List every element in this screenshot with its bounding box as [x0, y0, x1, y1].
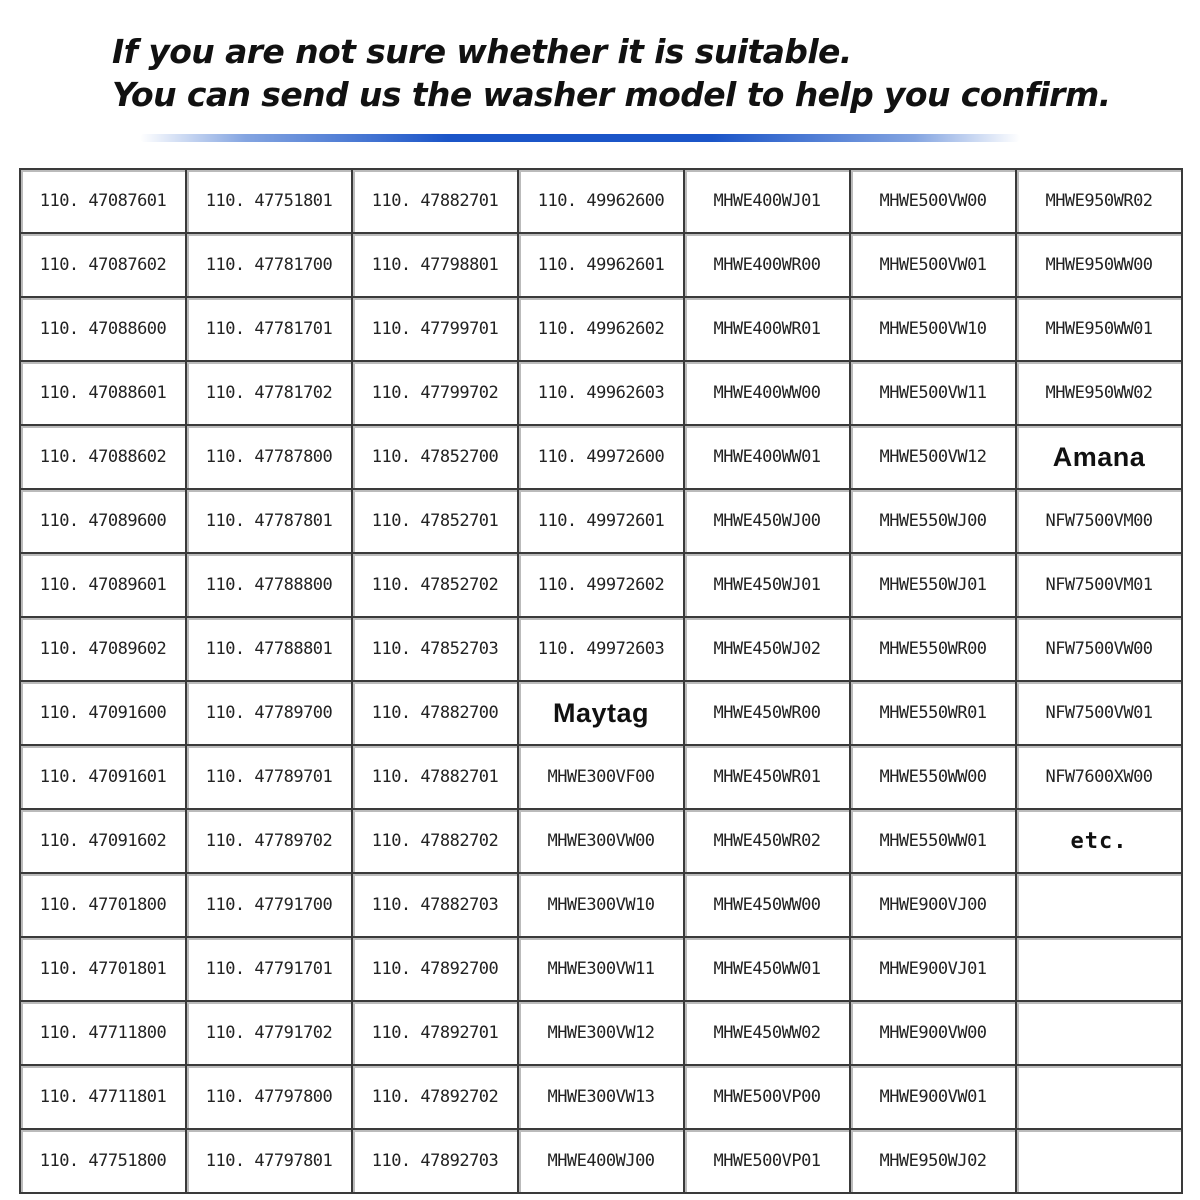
- header-line-1: If you are not sure whether it is suitable.: [112, 32, 852, 71]
- model-number-cell: MHWE400WR01: [684, 297, 850, 361]
- model-number-cell: 110. 47089602: [20, 617, 186, 681]
- model-number-cell: MHWE450WJ01: [684, 553, 850, 617]
- model-table-container: [19, 168, 1183, 1171]
- model-number-cell: MHWE400WJ00: [518, 1129, 684, 1193]
- model-number-cell: MHWE450WJ00: [684, 489, 850, 553]
- table-row: [20, 937, 1182, 1001]
- model-number-cell: MHWE300VW11: [518, 937, 684, 1001]
- table-row: [20, 1065, 1182, 1129]
- model-number-cell: MHWE550WW01: [850, 809, 1016, 873]
- model-number-cell: MHWE500VW12: [850, 425, 1016, 489]
- model-number-cell: 110. 47791701: [186, 937, 352, 1001]
- brand-label-maytag: Maytag: [518, 681, 684, 745]
- model-number-cell: MHWE500VW00: [850, 169, 1016, 233]
- model-number-cell: MHWE950WJ02: [850, 1129, 1016, 1193]
- table-row: [20, 169, 1182, 233]
- model-number-cell: NFW7500VW00: [1016, 617, 1182, 681]
- model-number-cell: 110. 47788801: [186, 617, 352, 681]
- model-number-cell: MHWE300VW10: [518, 873, 684, 937]
- model-number-cell: 110. 47751801: [186, 169, 352, 233]
- model-number-cell: MHWE500VW11: [850, 361, 1016, 425]
- model-number-cell: MHWE450WW02: [684, 1001, 850, 1065]
- table-row: [20, 617, 1182, 681]
- model-number-cell: MHWE500VW01: [850, 233, 1016, 297]
- model-number-cell: MHWE300VW00: [518, 809, 684, 873]
- model-number-cell: 110. 47852701: [352, 489, 518, 553]
- model-number-cell: 110. 47799701: [352, 297, 518, 361]
- model-number-cell: MHWE950WW02: [1016, 361, 1182, 425]
- model-number-cell: MHWE900VW00: [850, 1001, 1016, 1065]
- model-number-cell: 110. 47797800: [186, 1065, 352, 1129]
- model-number-cell: 110. 49972601: [518, 489, 684, 553]
- model-number-cell: 110. 47089600: [20, 489, 186, 553]
- model-number-cell: MHWE900VW01: [850, 1065, 1016, 1129]
- model-number-cell: MHWE950WW00: [1016, 233, 1182, 297]
- model-number-cell: 110. 49972600: [518, 425, 684, 489]
- model-number-cell: MHWE400WR00: [684, 233, 850, 297]
- model-number-cell: MHWE450WR01: [684, 745, 850, 809]
- model-number-cell: 110. 47701801: [20, 937, 186, 1001]
- model-number-cell: 110. 49962601: [518, 233, 684, 297]
- model-number-cell: 110. 47797801: [186, 1129, 352, 1193]
- model-number-cell: 110. 47088600: [20, 297, 186, 361]
- model-number-cell: 110. 47088601: [20, 361, 186, 425]
- model-number-cell: MHWE550WW00: [850, 745, 1016, 809]
- table-row: [20, 745, 1182, 809]
- model-number-cell: 110. 47789701: [186, 745, 352, 809]
- model-number-cell: 110. 47091602: [20, 809, 186, 873]
- model-number-cell: MHWE450WR02: [684, 809, 850, 873]
- model-number-cell: 110. 47711800: [20, 1001, 186, 1065]
- model-number-cell: 110. 47751800: [20, 1129, 186, 1193]
- table-row: [20, 489, 1182, 553]
- model-number-cell: NFW7500VW01: [1016, 681, 1182, 745]
- etc-label: etc.: [1016, 809, 1182, 873]
- empty-cell: [1016, 937, 1182, 1001]
- model-number-cell: MHWE450WR00: [684, 681, 850, 745]
- model-number-cell: 110. 49962603: [518, 361, 684, 425]
- table-row: [20, 553, 1182, 617]
- model-number-cell: 110. 47087602: [20, 233, 186, 297]
- model-number-cell: MHWE500VP00: [684, 1065, 850, 1129]
- model-number-cell: 110. 47882702: [352, 809, 518, 873]
- model-number-cell: MHWE300VW12: [518, 1001, 684, 1065]
- model-number-cell: 110. 47892700: [352, 937, 518, 1001]
- empty-cell: [1016, 873, 1182, 937]
- model-number-cell: 110. 47781701: [186, 297, 352, 361]
- model-number-cell: 110. 47089601: [20, 553, 186, 617]
- model-table-body: [20, 169, 1182, 1193]
- model-number-cell: MHWE400WJ01: [684, 169, 850, 233]
- model-number-cell: 110. 47882701: [352, 169, 518, 233]
- model-number-cell: NFW7500VM01: [1016, 553, 1182, 617]
- model-number-cell: MHWE500VW10: [850, 297, 1016, 361]
- model-number-cell: 110. 47088602: [20, 425, 186, 489]
- model-number-cell: MHWE400WW00: [684, 361, 850, 425]
- model-number-cell: 110. 47789700: [186, 681, 352, 745]
- model-number-cell: 110. 47788800: [186, 553, 352, 617]
- empty-cell: [1016, 1129, 1182, 1193]
- model-number-cell: 110. 49972602: [518, 553, 684, 617]
- table-row: [20, 681, 1182, 745]
- model-number-cell: 110. 47789702: [186, 809, 352, 873]
- model-number-cell: MHWE450WJ02: [684, 617, 850, 681]
- table-row: [20, 1001, 1182, 1065]
- model-number-cell: 110. 47852700: [352, 425, 518, 489]
- model-number-cell: 110. 47087601: [20, 169, 186, 233]
- model-number-cell: 110. 47892701: [352, 1001, 518, 1065]
- model-number-cell: 110. 47882700: [352, 681, 518, 745]
- model-number-cell: MHWE550WR01: [850, 681, 1016, 745]
- table-row: [20, 297, 1182, 361]
- model-number-cell: 110. 47892703: [352, 1129, 518, 1193]
- empty-cell: [1016, 1001, 1182, 1065]
- model-number-cell: MHWE400WW01: [684, 425, 850, 489]
- model-number-cell: 110. 47701800: [20, 873, 186, 937]
- header-line-2: You can send us the washer model to help you confirm.: [112, 75, 1111, 114]
- table-row: [20, 425, 1182, 489]
- model-number-cell: 110. 47791702: [186, 1001, 352, 1065]
- model-number-cell: MHWE300VW13: [518, 1065, 684, 1129]
- model-number-cell: 110. 47892702: [352, 1065, 518, 1129]
- model-number-cell: MHWE450WW01: [684, 937, 850, 1001]
- table-row: [20, 809, 1182, 873]
- compatible-models-table: [19, 168, 1183, 1194]
- table-row: [20, 233, 1182, 297]
- model-number-cell: 110. 47787800: [186, 425, 352, 489]
- model-number-cell: MHWE300VF00: [518, 745, 684, 809]
- blue-divider: [140, 134, 1020, 142]
- model-number-cell: 110. 47852703: [352, 617, 518, 681]
- model-number-cell: 110. 47791700: [186, 873, 352, 937]
- model-number-cell: 110. 47798801: [352, 233, 518, 297]
- model-number-cell: 110. 47852702: [352, 553, 518, 617]
- model-number-cell: MHWE950WW01: [1016, 297, 1182, 361]
- model-number-cell: 110. 49962602: [518, 297, 684, 361]
- model-number-cell: 110. 47787801: [186, 489, 352, 553]
- model-number-cell: MHWE500VP01: [684, 1129, 850, 1193]
- brand-label-amana: Amana: [1016, 425, 1182, 489]
- model-number-cell: NFW7600XW00: [1016, 745, 1182, 809]
- model-number-cell: MHWE550WJ01: [850, 553, 1016, 617]
- model-number-cell: 110. 49962600: [518, 169, 684, 233]
- model-number-cell: 110. 47882701: [352, 745, 518, 809]
- model-number-cell: 110. 47711801: [20, 1065, 186, 1129]
- model-number-cell: 110. 47091601: [20, 745, 186, 809]
- model-number-cell: 110. 47781700: [186, 233, 352, 297]
- header: [112, 30, 1172, 116]
- model-number-cell: MHWE550WR00: [850, 617, 1016, 681]
- model-number-cell: MHWE550WJ00: [850, 489, 1016, 553]
- model-number-cell: 110. 47091600: [20, 681, 186, 745]
- model-number-cell: MHWE950WR02: [1016, 169, 1182, 233]
- empty-cell: [1016, 1065, 1182, 1129]
- table-row: [20, 1129, 1182, 1193]
- model-number-cell: 110. 47799702: [352, 361, 518, 425]
- model-number-cell: MHWE450WW00: [684, 873, 850, 937]
- model-number-cell: MHWE900VJ00: [850, 873, 1016, 937]
- table-row: [20, 361, 1182, 425]
- model-number-cell: NFW7500VM00: [1016, 489, 1182, 553]
- table-row: [20, 873, 1182, 937]
- model-number-cell: 110. 47882703: [352, 873, 518, 937]
- model-number-cell: 110. 47781702: [186, 361, 352, 425]
- model-number-cell: MHWE900VJ01: [850, 937, 1016, 1001]
- model-number-cell: 110. 49972603: [518, 617, 684, 681]
